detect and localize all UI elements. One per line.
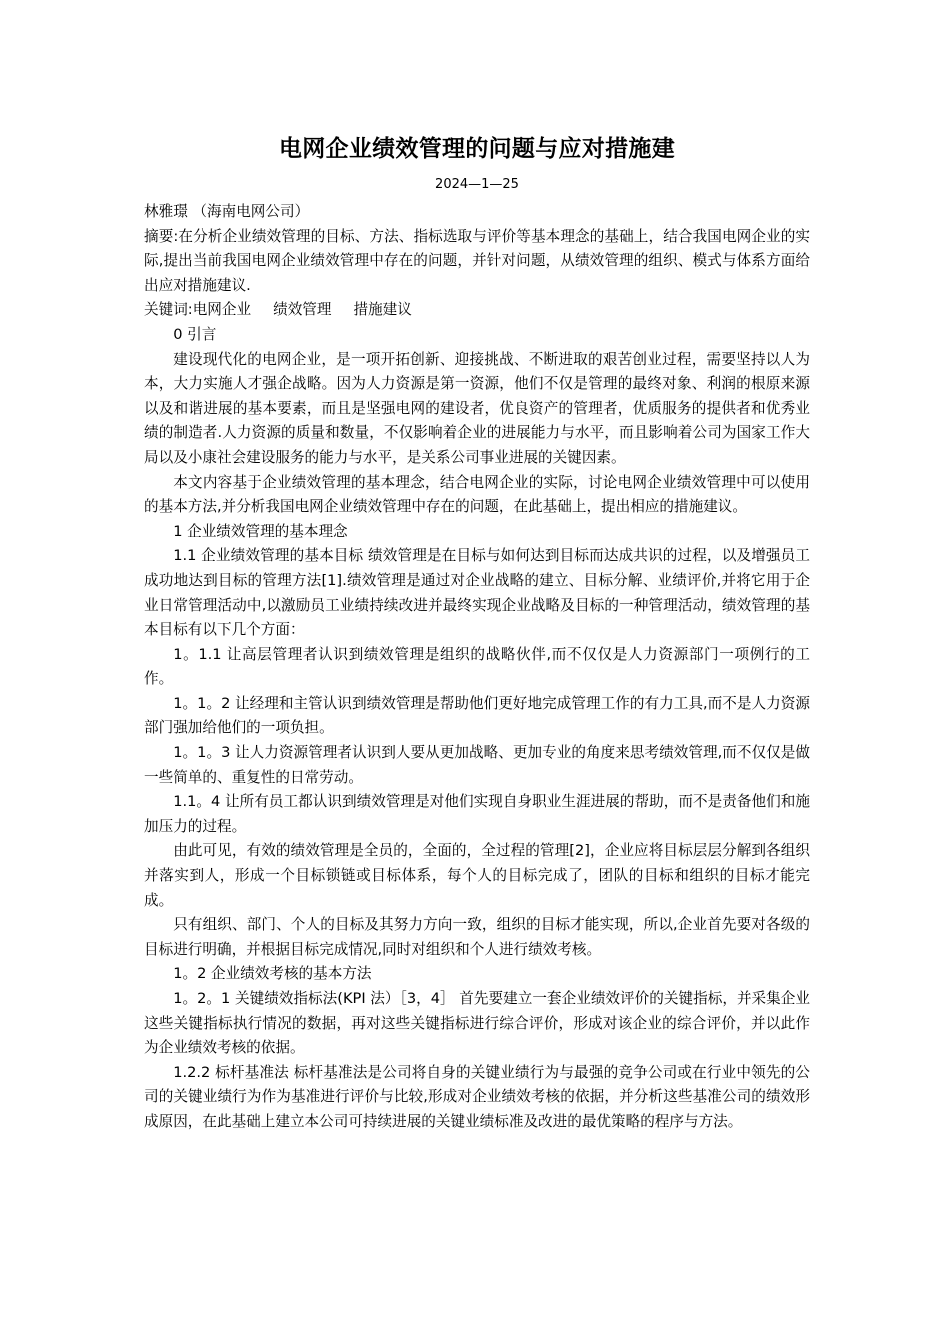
document-body xyxy=(144,200,810,1135)
keywords-line xyxy=(144,298,810,323)
keyword: 绩效管理 xyxy=(273,301,332,319)
paragraph: 1.2.2 标杆基准法 标杆基准法是公司将自身的关键业绩行为与最强的竞争公司或在行业中领先的公司的关键业绩行为作为基准进行评价与比较,形成对企业绩效考核的依据，并分析这些基准公司的绩效形成原因，在此基础上建立本公司可持续进展的关键业绩标准及改进的最优策略的程序与方法。 xyxy=(144,1063,810,1130)
paragraph: 建设现代化的电网企业，是一项开拓创新、迎接挑战、不断进取的艰苦创业过程，需要坚持以人为本，大力实施人才强企战略。因为人力资源是第一资源，他们不仅是管理的最终对象、利润的根原来源以及和谐进展的基本要素，而且是坚强电网的建设者，优良资产的管理者，优质服务的提供者和优秀业绩的制造者.人力资源的质量和数量，不仅影响着企业的进展能力与水平，而且影响着公司为国家工作大局以及小康社会建设服务的能力与水平，是关系公司事业进展的关键因素。 xyxy=(144,350,810,466)
abstract: 摘要:在分析企业绩效管理的目标、方法、指标选取与评价等基本理念的基础上，结合我国电网企业的实际,提出当前我国电网企业绩效管理中存在的问题，并针对问题，从绩效管理的组织、模式与体系方面给出应对措施建议. xyxy=(144,227,810,294)
paragraph: 1。1.1 让高层管理者认识到绩效管理是组织的战略伙伴,而不仅仅是人力资源部门一项例行的工作。 xyxy=(144,645,810,688)
paragraph: 1。1。2 让经理和主管认识到绩效管理是帮助他们更好地完成管理工作的有力工具,而不是人力资源部门强加给他们的一项负担。 xyxy=(144,694,810,737)
paragraph: 1.1。4 让所有员工都认识到绩效管理是对他们实现自身职业生涯进展的帮助，而不是责备他们和施加压力的过程。 xyxy=(144,793,810,835)
keyword: 措施建议 xyxy=(353,301,412,319)
document-date: 2024—1—25 xyxy=(435,177,519,192)
keywords-label: 关键词: xyxy=(144,301,193,319)
paragraph: 由此可见，有效的绩效管理是全员的，全面的，全过程的管理[2]，企业应将目标层层分解到各组织并落实到人，形成一个目标锁链或目标体系，每个人的目标完成了，团队的目标和组织的目标才能完成。 xyxy=(144,842,810,909)
paragraph: 1.1 企业绩效管理的基本目标 绩效管理是在目标与如何达到目标而达成共识的过程，以及增强员工成功地达到目标的管理方法[1].绩效管理是通过对企业战略的建立、目标分解、业绩评价,并将它用于企业日常管理活动中,以激励员工业绩持续改进并最终实现企业战略及目标的一种管理活动，绩效管理的基本目标有以下几个方面： xyxy=(144,547,810,639)
paragraph: 1。1。3 让人力资源管理者认识到人要从更加战略、更加专业的角度来思考绩效管理,而不仅仅是做一些简单的、重复性的日常劳动。 xyxy=(144,744,810,786)
keyword: 电网企业 xyxy=(192,301,252,319)
paragraph: 1。2。1 关键绩效指标法(KPI 法）［3，4］ 首先要建立一套企业绩效评价的关键指标，并采集企业这些关键指标执行情况的数据，再对这些关键指标进行综合评价，形成对该企业的综合评价，并以此作为企业绩效考核的依据。 xyxy=(144,990,810,1057)
paragraph: 只有组织、部门、个人的目标及其努力方向一致，组织的目标才能实现，所以,企业首先要对各级的目标进行明确，并根据目标完成情况,同时对组织和个人进行绩效考核。 xyxy=(144,916,810,958)
paragraph: 本文内容基于企业绩效管理的基本理念，结合电网企业的实际，讨论电网企业绩效管理中可以使用的基本方法,并分析我国电网企业绩效管理中存在的问题，在此基础上，提出相应的措施建议。 xyxy=(144,473,810,516)
document-title: 电网企业绩效管理的问题与应对措施建 xyxy=(278,136,676,162)
section-heading: 0 引言 xyxy=(173,325,217,343)
section-heading: 1。2 企业绩效考核的基本方法 xyxy=(173,965,372,983)
section-heading: 1 企业绩效管理的基本理念 xyxy=(173,522,348,540)
author-line: 林雅璟 （海南电网公司） xyxy=(144,203,310,220)
